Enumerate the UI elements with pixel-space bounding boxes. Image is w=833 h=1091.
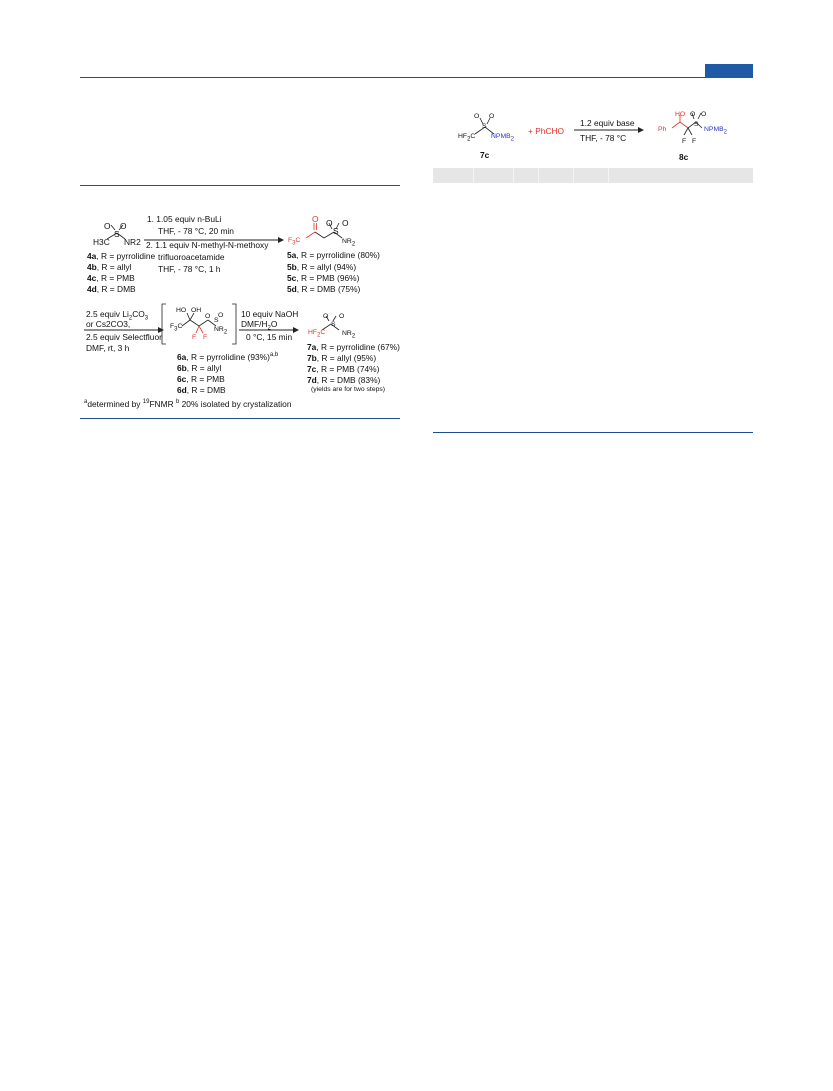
int-o2: O bbox=[218, 312, 224, 319]
prod7-s: S bbox=[331, 321, 336, 328]
sm-nr2: NR2 bbox=[124, 237, 141, 247]
sm-o1: O bbox=[104, 221, 111, 231]
step2-cond-4: DMF, rt, 3 h bbox=[86, 343, 130, 353]
sm-o2: O bbox=[120, 221, 127, 231]
product-label: 8c bbox=[679, 152, 689, 162]
step1-cond-5: THF, - 78 °C, 1 h bbox=[158, 264, 221, 274]
p8c-s: S bbox=[694, 121, 699, 128]
step2-cond-3: 2.5 equiv Selectfluor bbox=[86, 332, 162, 342]
yield-note: (yields are for two steps) bbox=[311, 386, 386, 393]
prod5-s: S bbox=[333, 226, 339, 236]
p8c-f1: F bbox=[682, 138, 687, 145]
r7c-o1: O bbox=[474, 113, 480, 120]
scheme2-bottom-rule bbox=[433, 432, 753, 433]
sm-4a: 4a, R = pyrrolidine bbox=[87, 251, 156, 261]
prod-7b: 7b, R = allyl (95%) bbox=[307, 353, 377, 363]
int-nr2: $NR_2$ bbox=[214, 326, 228, 336]
int-f3c: $F_3C$ bbox=[170, 323, 183, 333]
sm-4c: 4c, R = PMB bbox=[87, 273, 135, 283]
int-6d: 6d, R = DMB bbox=[177, 385, 226, 395]
r7c-npmb2: $NPMB_2$ bbox=[491, 133, 514, 143]
int-s: S bbox=[214, 317, 219, 324]
sm-4b: 4b, R = allyl bbox=[87, 262, 132, 272]
step1-cond-4: trifluoroacetamide bbox=[158, 252, 225, 262]
prod-5d: 5d, R = DMB (75%) bbox=[287, 284, 361, 294]
reactant-label: 7c bbox=[480, 150, 490, 160]
prod-7c: 7c, R = PMB (74%) bbox=[307, 364, 380, 374]
sm-4d: 4d, R = DMB bbox=[87, 284, 136, 294]
prod-5a: 5a, R = pyrrolidine (80%) bbox=[287, 250, 380, 260]
p8c-o2: O bbox=[701, 111, 707, 118]
step2-cond-1: 2.5 equiv $Li_2CO_3$ bbox=[86, 309, 149, 322]
int-ho: HO bbox=[176, 307, 187, 314]
int-f1: F bbox=[192, 334, 197, 341]
prod-7a: 7a, R = pyrrolidine (67%) bbox=[307, 342, 400, 352]
table-header-band bbox=[433, 168, 753, 183]
prod7-hf2c: $HF_2C$ bbox=[308, 329, 326, 339]
scheme1-footnote: $^a$determined by $^{19}$FNMR $^b$ 20% isolated by crystalization bbox=[84, 399, 292, 409]
prod7-o1: O bbox=[323, 313, 329, 320]
int-o1: O bbox=[205, 313, 211, 320]
prod5-o2: O bbox=[326, 218, 333, 228]
int-6b: 6b, R = allyl bbox=[177, 363, 222, 373]
prod7-o2: O bbox=[339, 313, 345, 320]
sm-s: S bbox=[114, 229, 120, 239]
scheme2-cond-2: THF, - 78 °C bbox=[580, 133, 627, 143]
r7c-o2: O bbox=[489, 113, 495, 120]
header-rule bbox=[80, 77, 753, 78]
step3-cond-1: 10 equiv NaOH bbox=[241, 309, 299, 319]
int-oh: OH bbox=[191, 307, 202, 314]
step1-cond-1: 1. 1.05 equiv n-BuLi bbox=[147, 214, 222, 224]
sm-ch3: H3C bbox=[93, 237, 110, 247]
prod-5b: 5b, R = allyl (94%) bbox=[287, 262, 357, 272]
step3-cond-3: 0 °C, 15 min bbox=[246, 332, 293, 342]
prod-5c: 5c, R = PMB (96%) bbox=[287, 273, 360, 283]
scheme1-top-rule bbox=[80, 185, 400, 186]
step3-cond-2: DMF/$H_2O$ bbox=[241, 319, 278, 332]
prod7-nr2: $NR_2$ bbox=[342, 330, 356, 340]
step2-cond-2: or Cs2CO3, bbox=[86, 319, 131, 329]
step1-cond-3: 2. 1.1 equiv N-methyl-N-methoxy bbox=[146, 240, 269, 250]
int-6a: 6a, R = pyrrolidine $(93\%)^{a,b}$ bbox=[177, 352, 279, 362]
header-tab bbox=[705, 64, 753, 78]
prod-7d: 7d, R = DMB (83%) bbox=[307, 375, 381, 385]
prod5-cf3: $F_3C$ bbox=[288, 237, 301, 247]
int-6c: 6c, R = PMB bbox=[177, 374, 225, 384]
p8c-f2: F bbox=[692, 138, 697, 145]
int-f2: F bbox=[203, 334, 208, 341]
prod5-o: O bbox=[312, 214, 319, 224]
r7c-hf2c: $HF_2C$ bbox=[458, 133, 476, 143]
p8c-o1: O bbox=[690, 111, 696, 118]
p8c-npmb2: $NPMB_2$ bbox=[704, 126, 727, 136]
p8c-ho: HO bbox=[675, 111, 686, 118]
step1-cond-2: THF, - 78 °C, 20 min bbox=[158, 226, 234, 236]
scheme1-bottom-rule bbox=[80, 418, 400, 419]
r7c-s: S bbox=[482, 123, 487, 130]
p8c-ph: Ph bbox=[658, 126, 667, 133]
prod5-nr2: $NR_2$ bbox=[342, 238, 356, 248]
plus-reagent: + PhCHO bbox=[528, 126, 565, 136]
scheme2-cond-1: 1.2 equiv base bbox=[580, 118, 635, 128]
prod5-o3: O bbox=[342, 218, 349, 228]
